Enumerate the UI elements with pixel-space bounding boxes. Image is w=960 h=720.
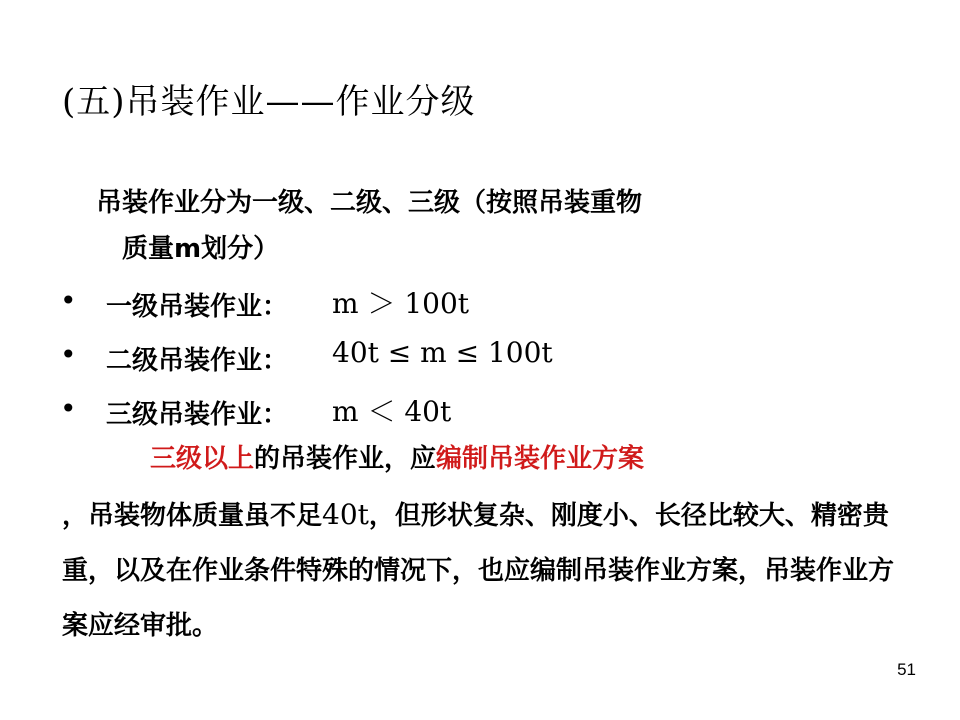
bullet-value: m ＜ 40t	[332, 395, 452, 428]
bullet-label: 二级吊装作业：	[106, 346, 289, 376]
bullet-value: 40t ≤ m ≤ 100t	[332, 336, 553, 369]
intro-line-2: 质量m划分）	[122, 234, 280, 264]
bullet-marker: •	[60, 338, 77, 371]
bullet-marker: •	[60, 284, 77, 317]
note-text: ，但形状复杂、刚度小、长径比较大、精密贵重，以及在作业条件特殊的情况下，也应编制吊装作业方案，吊装作业方案应经审批。	[62, 501, 895, 641]
intro-text	[96, 180, 896, 272]
bullet-value: m ＞ 100t	[332, 287, 470, 320]
bullet-marker: •	[60, 392, 77, 425]
highlight-plan: 编制吊装作业方案	[436, 444, 645, 474]
intro-line-1: 吊装作业分为一级、二级、三级（按照吊装重物	[96, 188, 643, 218]
bullet-label: 三级吊装作业：	[106, 400, 289, 430]
note-first-line	[62, 432, 902, 487]
note-text: ，吊装物体质量虽不足	[62, 501, 323, 531]
note-weight: 40t	[322, 498, 369, 531]
bullet-label: 一级吊装作业：	[106, 292, 289, 322]
note-text: 的吊装作业，应	[254, 444, 437, 474]
page-number: 51	[897, 660, 916, 679]
highlight-above-level-3: 三级以上	[150, 444, 255, 474]
slide-title: (五)吊装作业——作业分级	[62, 82, 476, 122]
note-paragraph	[62, 432, 902, 654]
